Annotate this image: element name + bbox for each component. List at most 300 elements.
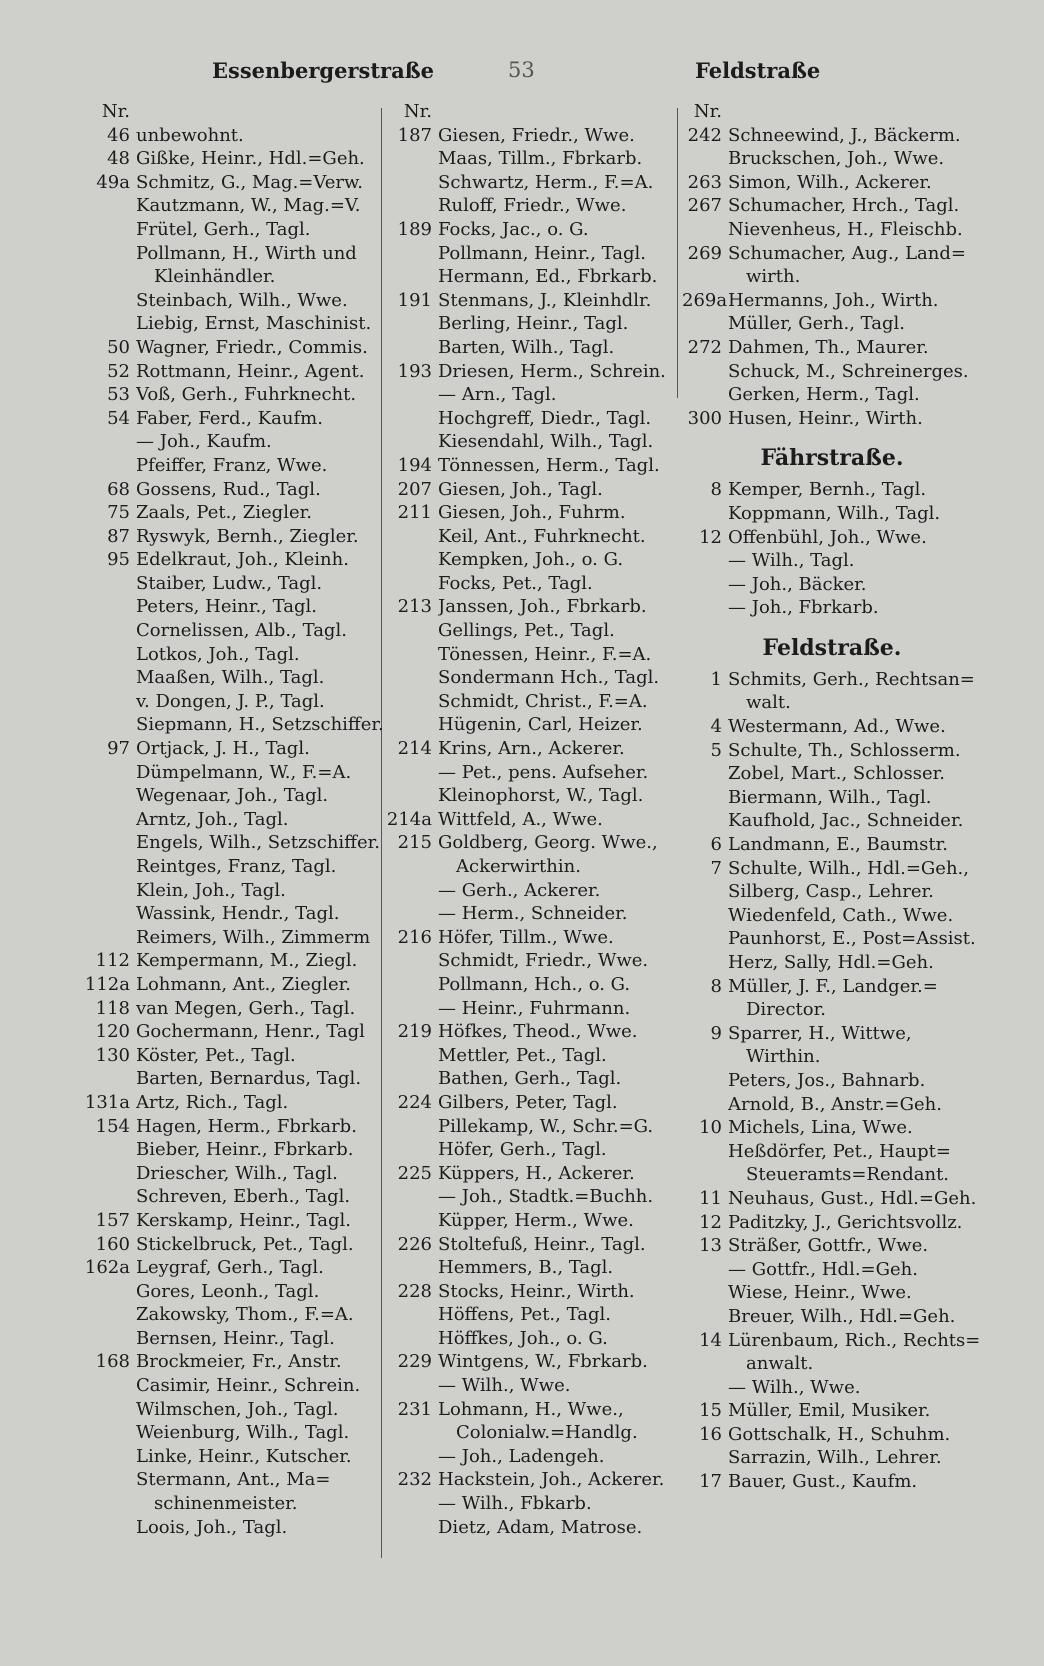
resident-text: — Wilh., Wwe. xyxy=(438,1375,571,1397)
directory-entry xyxy=(84,1445,384,1469)
directory-entry xyxy=(386,855,686,879)
house-number xyxy=(84,619,136,643)
house-number xyxy=(682,1305,728,1329)
resident-text: Krins, Arn., Ackerer. xyxy=(438,738,625,760)
house-number: 263 xyxy=(687,171,722,193)
resident-text: Artz, Rich., Tagl. xyxy=(136,1091,289,1113)
resident-text: Müller, Emil, Musiker. xyxy=(728,1400,931,1422)
resident-text: Staiber, Ludw., Tagl. xyxy=(136,572,323,594)
resident-text: Edelkraut, Joh., Kleinh. xyxy=(136,549,349,571)
resident-text: — Wilh., Wwe. xyxy=(728,1376,861,1398)
house-number xyxy=(84,643,136,667)
resident-text: anwalt. xyxy=(746,1353,814,1375)
directory-entry xyxy=(682,1187,982,1211)
house-number xyxy=(386,1067,438,1091)
house-number xyxy=(84,1374,136,1398)
resident-text: Höfer, Gerh., Tagl. xyxy=(438,1139,607,1161)
column-1 xyxy=(84,100,384,1539)
directory-entry xyxy=(386,879,686,903)
resident-text: Maas, Tillm., Fbrkarb. xyxy=(438,148,643,170)
directory-entry xyxy=(84,1209,384,1233)
directory-entry xyxy=(386,525,686,549)
resident-text: Kaufhold, Jac., Schneider. xyxy=(728,810,964,832)
house-number: 50 xyxy=(107,336,130,358)
resident-text: Arnold, B., Anstr.=Geh. xyxy=(728,1093,942,1115)
directory-entry xyxy=(386,1280,686,1304)
directory-entry xyxy=(84,194,384,218)
directory-entry xyxy=(84,124,384,148)
directory-entry xyxy=(682,786,982,810)
house-number xyxy=(386,430,438,454)
house-number xyxy=(386,666,438,690)
house-number: 231 xyxy=(397,1398,432,1420)
resident-text: Gißke, Heinr., Hdl.=Geh. xyxy=(136,148,365,170)
house-number xyxy=(386,548,438,572)
resident-text: Silberg, Casp., Lehrer. xyxy=(728,881,934,903)
house-number xyxy=(386,171,438,195)
resident-text: Paditzky, J., Gerichtsvollz. xyxy=(728,1211,963,1233)
directory-entry xyxy=(84,1398,384,1422)
resident-text: Hemmers, B., Tagl. xyxy=(438,1257,614,1279)
house-number: 112a xyxy=(84,973,130,995)
directory-entry xyxy=(682,904,982,928)
house-number: 8 xyxy=(710,479,722,501)
house-number xyxy=(682,1163,728,1187)
house-number xyxy=(386,1044,438,1068)
directory-entry xyxy=(386,430,686,454)
directory-entry xyxy=(386,501,686,525)
directory-entry xyxy=(84,926,384,950)
directory-entry xyxy=(84,265,384,289)
directory-entry xyxy=(84,666,384,690)
house-number: 300 xyxy=(687,407,722,429)
house-number: 232 xyxy=(397,1469,432,1491)
resident-text: Schmitz, G., Mag.=Verw. xyxy=(136,171,363,193)
resident-text: Bruckschen, Joh., Wwe. xyxy=(728,148,945,170)
house-number: 17 xyxy=(699,1471,722,1493)
directory-entry xyxy=(386,784,686,808)
directory-entry xyxy=(682,171,982,195)
directory-entry xyxy=(386,1138,686,1162)
house-number: 5 xyxy=(710,739,722,761)
directory-entry xyxy=(682,526,982,550)
resident-text: Frütel, Gerh., Tagl. xyxy=(136,218,311,240)
house-number: 194 xyxy=(397,454,432,476)
directory-entry xyxy=(84,595,384,619)
running-head-left: Essenbergerstraße xyxy=(212,58,435,83)
resident-text: Höfkes, Theod., Wwe. xyxy=(438,1021,638,1043)
directory-entry xyxy=(386,1256,686,1280)
resident-text: Müller, J. F., Landger.= xyxy=(728,975,938,997)
house-number xyxy=(682,786,728,810)
directory-entry xyxy=(682,124,982,148)
directory-entry xyxy=(386,312,686,336)
house-number: Nr. xyxy=(693,101,722,122)
directory-entry xyxy=(84,1350,384,1374)
house-number xyxy=(682,1446,728,1470)
house-number: 46 xyxy=(107,124,130,146)
running-head-right: Feldstraße xyxy=(695,58,821,83)
directory-entry xyxy=(84,1162,384,1186)
house-number xyxy=(682,951,728,975)
street-heading: Fährstraße. xyxy=(760,445,904,472)
resident-text: Offenbühl, Joh., Wwe. xyxy=(728,526,927,548)
house-number: 1 xyxy=(710,668,722,690)
resident-text: Wittfeld, A., Wwe. xyxy=(438,808,603,830)
directory-entry xyxy=(682,218,982,242)
house-number: 87 xyxy=(107,525,130,547)
resident-text: Hagen, Herm., Fbrkarb. xyxy=(136,1115,357,1137)
house-number xyxy=(386,336,438,360)
directory-entry xyxy=(682,1423,982,1447)
resident-text: Simon, Wilh., Ackerer. xyxy=(728,171,932,193)
house-number xyxy=(84,595,136,619)
house-number: 219 xyxy=(397,1021,432,1043)
resident-text: Director. xyxy=(746,999,826,1021)
house-number xyxy=(84,1185,136,1209)
directory-entry xyxy=(386,1327,686,1351)
resident-text: Hügenin, Carl, Heizer. xyxy=(438,714,643,736)
resident-text: Focks, Pet., Tagl. xyxy=(438,572,593,594)
directory-entry xyxy=(386,926,686,950)
directory-entry xyxy=(84,1303,384,1327)
house-number: 112 xyxy=(95,950,130,972)
directory-entry xyxy=(84,643,384,667)
directory-entry xyxy=(84,1492,384,1516)
house-number xyxy=(682,360,728,384)
house-number xyxy=(682,809,728,833)
house-number xyxy=(682,312,728,336)
directory-entry xyxy=(386,761,686,785)
resident-text: Sarrazin, Wilh., Lehrer. xyxy=(728,1447,942,1469)
house-number xyxy=(682,573,728,597)
house-number xyxy=(682,880,728,904)
resident-text: Kempken, Joh., o. G. xyxy=(438,549,624,571)
resident-text: — Joh., Kaufm. xyxy=(136,431,272,453)
directory-entry xyxy=(386,643,686,667)
house-number xyxy=(682,762,728,786)
resident-text: Dümpelmann, W., F.=A. xyxy=(136,761,352,783)
house-number: 7 xyxy=(710,857,722,879)
directory-entry xyxy=(386,1091,686,1115)
house-number xyxy=(386,147,438,171)
house-number: Nr. xyxy=(403,101,432,122)
house-number: 15 xyxy=(699,1400,722,1422)
directory-entry xyxy=(386,1044,686,1068)
resident-text: Bauer, Gust., Kaufm. xyxy=(728,1471,918,1493)
directory-entry xyxy=(84,1421,384,1445)
resident-text: Brockmeier, Fr., Anstr. xyxy=(136,1351,342,1373)
house-number xyxy=(386,1209,438,1233)
resident-text: — Heinr., Fuhrmann. xyxy=(438,997,631,1019)
directory-entry xyxy=(386,242,686,266)
directory-entry xyxy=(386,218,686,242)
directory-entry xyxy=(84,949,384,973)
resident-text: Schneewind, J., Bäckerm. xyxy=(728,124,961,146)
directory-entry xyxy=(84,784,384,808)
resident-text: Wilmschen, Joh., Tagl. xyxy=(136,1398,339,1420)
resident-text: Wirthin. xyxy=(746,1046,821,1068)
house-number xyxy=(386,619,438,643)
house-number xyxy=(84,784,136,808)
resident-text: Maaßen, Wilh., Tagl. xyxy=(136,667,325,689)
house-number xyxy=(84,218,136,242)
resident-text: Hermanns, Joh., Wirth. xyxy=(728,289,939,311)
resident-text: Ackerwirthin. xyxy=(456,856,581,877)
directory-entry xyxy=(84,1256,384,1280)
house-number xyxy=(682,596,728,620)
directory-entry xyxy=(682,1211,982,1235)
directory-entry xyxy=(84,1233,384,1257)
house-number xyxy=(682,502,728,526)
directory-entry xyxy=(84,713,384,737)
resident-text xyxy=(728,100,982,124)
directory-entry xyxy=(386,737,686,761)
directory-entry xyxy=(682,1234,982,1258)
house-number: 269 xyxy=(687,242,722,264)
resident-text: Stoltefuß, Heinr., Tagl. xyxy=(438,1233,646,1255)
directory-entry xyxy=(386,1445,686,1469)
house-number: 8 xyxy=(710,975,722,997)
directory-entry xyxy=(386,265,686,289)
directory-entry xyxy=(682,596,982,620)
house-number: 12 xyxy=(699,526,722,548)
resident-text: Driescher, Wilh., Tagl. xyxy=(136,1162,338,1184)
house-number xyxy=(386,383,438,407)
directory-entry xyxy=(84,619,384,643)
house-number xyxy=(386,902,438,926)
directory-entry xyxy=(84,454,384,478)
resident-text: Arntz, Joh., Tagl. xyxy=(136,808,289,830)
directory-entry xyxy=(386,595,686,619)
directory-entry xyxy=(386,666,686,690)
house-number: 226 xyxy=(397,1233,432,1255)
directory-entry xyxy=(386,1185,686,1209)
resident-text: schinenmeister. xyxy=(154,1493,298,1515)
house-number xyxy=(682,904,728,928)
house-number xyxy=(386,1327,438,1351)
directory-entry xyxy=(386,548,686,572)
directory-entry xyxy=(682,242,982,266)
resident-text: Cornelissen, Alb., Tagl. xyxy=(136,620,347,642)
resident-text: Bernsen, Heinr., Tagl. xyxy=(136,1327,335,1349)
resident-text: Zaals, Pet., Ziegler. xyxy=(136,502,312,524)
house-number xyxy=(84,855,136,879)
resident-text: Siepmann, H., Setzschiffer. xyxy=(136,714,384,736)
directory-entry xyxy=(84,1115,384,1139)
house-number: 187 xyxy=(397,124,432,146)
house-number xyxy=(682,147,728,171)
directory-entry xyxy=(84,1374,384,1398)
directory-entry xyxy=(682,1116,982,1140)
house-number xyxy=(386,572,438,596)
resident-text: Loois, Joh., Tagl. xyxy=(136,1516,288,1538)
house-number xyxy=(386,855,438,879)
resident-text: Wintgens, W., Fbrkarb. xyxy=(438,1351,648,1373)
house-number: 228 xyxy=(397,1280,432,1302)
directory-entry xyxy=(386,713,686,737)
directory-entry xyxy=(682,762,982,786)
house-number: 154 xyxy=(95,1115,130,1137)
directory-entry xyxy=(84,761,384,785)
directory-entry xyxy=(84,831,384,855)
house-number: 191 xyxy=(397,289,432,311)
directory-entry xyxy=(682,951,982,975)
directory-entry xyxy=(386,147,686,171)
house-number: 9 xyxy=(710,1022,722,1044)
house-number xyxy=(386,643,438,667)
directory-entry xyxy=(84,1280,384,1304)
house-number xyxy=(84,1067,136,1091)
resident-text: Köster, Pet., Tagl. xyxy=(136,1044,296,1066)
house-number: 215 xyxy=(397,832,432,854)
resident-text: Schmidt, Christ., F.=A. xyxy=(438,690,648,712)
directory-entry xyxy=(84,1468,384,1492)
resident-text: Höfer, Tillm., Wwe. xyxy=(438,926,614,948)
house-number: 224 xyxy=(397,1091,432,1113)
directory-entry xyxy=(84,548,384,572)
house-number xyxy=(84,1327,136,1351)
resident-text: Breuer, Wilh., Hdl.=Geh. xyxy=(728,1305,956,1327)
resident-text: Reimers, Wilh., Zimmerm xyxy=(136,926,371,948)
resident-text: Gilbers, Peter, Tagl. xyxy=(438,1091,618,1113)
directory-entry xyxy=(386,619,686,643)
directory-entry xyxy=(84,572,384,596)
resident-text: Ortjack, J. H., Tagl. xyxy=(136,738,310,760)
column-2 xyxy=(386,100,686,1539)
house-number xyxy=(386,761,438,785)
directory-entry xyxy=(386,808,686,832)
resident-text: Dietz, Adam, Matrose. xyxy=(438,1516,643,1538)
directory-entry xyxy=(84,407,384,431)
directory-entry xyxy=(386,1067,686,1091)
directory-entry xyxy=(84,430,384,454)
resident-text: Küppers, H., Ackerer. xyxy=(438,1162,635,1184)
house-number: 10 xyxy=(699,1117,722,1139)
directory-entry xyxy=(84,808,384,832)
directory-entry xyxy=(84,501,384,525)
directory-entry xyxy=(682,194,982,218)
directory-entry xyxy=(682,1352,982,1376)
resident-text: Linke, Heinr., Kutscher. xyxy=(136,1445,352,1467)
resident-text: Schwartz, Herm., F.=A. xyxy=(438,171,654,193)
directory-entry xyxy=(682,478,982,502)
directory-entry xyxy=(386,171,686,195)
directory-entry xyxy=(386,1468,686,1492)
resident-text: Bieber, Heinr., Fbrkarb. xyxy=(136,1139,354,1161)
resident-text: Nievenheus, H., Fleischb. xyxy=(728,218,963,240)
resident-text: Schmidt, Friedr., Wwe. xyxy=(438,950,649,972)
directory-entry xyxy=(682,715,982,739)
house-number xyxy=(682,927,728,951)
directory-entry xyxy=(682,289,982,313)
directory-entry xyxy=(682,147,982,171)
house-number xyxy=(84,265,136,289)
directory-entry xyxy=(682,691,982,715)
house-number: 213 xyxy=(397,596,432,618)
resident-text: Michels, Lina, Wwe. xyxy=(728,1117,913,1139)
resident-text: Gottschalk, H., Schuhm. xyxy=(728,1423,951,1445)
house-number xyxy=(84,1138,136,1162)
directory-entry xyxy=(682,1376,982,1400)
resident-text: — Herm., Schneider. xyxy=(438,903,628,925)
resident-text: Gores, Leonh., Tagl. xyxy=(136,1280,320,1302)
house-number: 52 xyxy=(107,360,130,382)
resident-text: Rottmann, Heinr., Agent. xyxy=(136,360,365,382)
directory-entry xyxy=(682,549,982,573)
house-number: 131a xyxy=(84,1091,130,1113)
resident-text: Pollmann, Heinr., Tagl. xyxy=(438,242,646,264)
directory-entry xyxy=(84,478,384,502)
resident-text: Janssen, Joh., Fbrkarb. xyxy=(438,596,647,618)
directory-entry xyxy=(386,194,686,218)
house-number xyxy=(682,1140,728,1164)
resident-text: Schuck, M., Schreinerges. xyxy=(728,360,969,382)
directory-entry xyxy=(84,525,384,549)
house-number xyxy=(386,713,438,737)
directory-entry xyxy=(682,1446,982,1470)
resident-text: Berling, Heinr., Tagl. xyxy=(438,313,629,335)
house-number xyxy=(682,383,728,407)
resident-text xyxy=(136,100,384,124)
directory-entry xyxy=(84,1020,384,1044)
house-number xyxy=(84,926,136,950)
directory-entry xyxy=(386,572,686,596)
resident-text: Kautzmann, W., Mag.=V. xyxy=(136,195,361,217)
resident-text: Mettler, Pet., Tagl. xyxy=(438,1044,607,1066)
resident-text: — Pet., pens. Aufseher. xyxy=(438,761,649,783)
house-number xyxy=(386,949,438,973)
resident-text: — Wilh., Tagl. xyxy=(728,550,855,572)
house-number xyxy=(84,242,136,266)
directory-entry xyxy=(682,809,982,833)
resident-text: Kempermann, M., Ziegl. xyxy=(136,950,358,972)
resident-text: Ryswyk, Bernh., Ziegler. xyxy=(136,525,359,547)
resident-text: Gellings, Pet., Tagl. xyxy=(438,620,615,642)
resident-text: Stocks, Heinr., Wirth. xyxy=(438,1280,635,1302)
directory-entry xyxy=(682,1470,982,1494)
house-number xyxy=(386,1303,438,1327)
house-number: 216 xyxy=(397,926,432,948)
house-number: 214 xyxy=(397,738,432,760)
house-number: 269a xyxy=(682,289,728,311)
resident-text: — Joh., Bäcker. xyxy=(728,573,867,595)
house-number xyxy=(386,1374,438,1398)
directory-entry xyxy=(84,360,384,384)
resident-text: Schulte, Th., Schlosserm. xyxy=(728,739,961,761)
directory-entry xyxy=(386,949,686,973)
resident-text: van Megen, Gerh., Tagl. xyxy=(136,997,356,1019)
resident-text: Engels, Wilh., Setzschiffer. xyxy=(136,832,380,854)
directory-entry xyxy=(386,831,686,855)
resident-text: Giesen, Joh., Tagl. xyxy=(438,478,603,500)
resident-text: Paunhorst, E., Post=Assist. xyxy=(728,928,976,950)
house-number xyxy=(84,1445,136,1469)
resident-text: Bathen, Gerh., Tagl. xyxy=(438,1068,622,1090)
resident-text: Lotkos, Joh., Tagl. xyxy=(136,643,300,665)
resident-text: Stenmans, J., Kleinhdlr. xyxy=(438,289,652,311)
directory-entry xyxy=(386,1233,686,1257)
house-number: 11 xyxy=(699,1187,722,1209)
house-number xyxy=(682,691,728,715)
resident-text: — Joh., Fbrkarb. xyxy=(728,597,879,619)
house-number xyxy=(682,1093,728,1117)
directory-entry xyxy=(84,242,384,266)
resident-text: Wiedenfeld, Cath., Wwe. xyxy=(728,904,954,926)
house-number xyxy=(84,1303,136,1327)
directory-entry xyxy=(386,289,686,313)
directory-entry xyxy=(682,383,982,407)
